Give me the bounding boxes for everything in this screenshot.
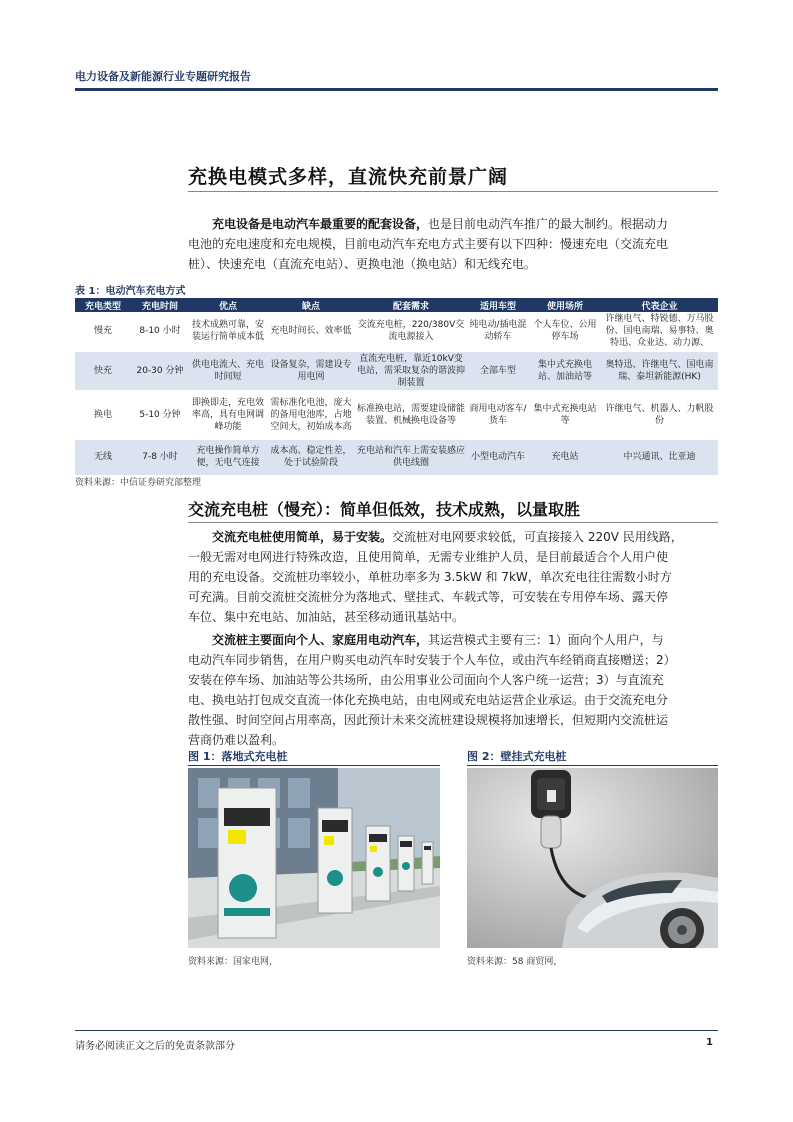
table-header-cell: 充电类型 [75, 298, 131, 312]
figure2-divider [467, 765, 718, 766]
table-header-cell: 适用车型 [467, 298, 529, 312]
table-row [75, 439, 718, 475]
para-line: 可充满。目前交流桩交流桩分为落地式、壁挂式、车载式等，可安装在专用停车场、露天停 [188, 590, 669, 604]
para-line: 安装在停车场、加油站等公共场所，由公用事业公司面向个人客户统一运营；3）与直流充 [188, 673, 664, 687]
page-number: 1 [706, 1037, 713, 1048]
section1-paragraph [188, 214, 718, 274]
table-cell: 充电站 [529, 439, 601, 475]
table-cell: 商用电动客车/货车 [467, 390, 529, 439]
section2-divider [188, 522, 718, 523]
para-line: 电、换电站打包成交直流一体化充换电站，由电网或充电站运营企业承运。由于交流充电分 [188, 693, 669, 707]
para-line: 散性强、时间空间占用率高，因此预计未来交流桩建设规模将加速增长，但短期内交流桩运 [188, 713, 669, 727]
table-row [75, 390, 718, 439]
table-cell: 8-10 小时 [131, 312, 189, 351]
table-row [75, 351, 718, 390]
table1-source: 资料来源：中信证券研究部整理 [75, 478, 202, 488]
table-header-cell: 优点 [189, 298, 267, 312]
table-cell: 集中式充换电站等 [529, 390, 601, 439]
para-line: 营商仍难以盈利。 [188, 733, 285, 747]
para-line: 电动汽车同步销售，在用户购买电动汽车时安装于个人车位，或由汽车经销商直接赠送；2） [188, 653, 676, 667]
figure1-source: 资料来源：国家电网， [188, 957, 279, 967]
table-cell: 许继电气、特锐德、万马股份、国电南瑞、易事特、奥特迅、众业达、动力源、 [601, 312, 718, 351]
report-header-title: 电力设备及新能源行业专题研究报告 [75, 70, 251, 83]
footer-disclaimer: 请务必阅读正文之后的免责条款部分 [75, 1041, 235, 1052]
table-cell: 供电电流大、充电时间短 [189, 351, 267, 390]
section2-paragraph-1 [188, 527, 718, 627]
table-cell: 奥特迅、许继电气、国电南瑞、泰坦新能源(HK) [601, 351, 718, 390]
table-cell: 20-30 分钟 [131, 351, 189, 390]
table-cell: 充电站和汽车上需安装感应供电线圈 [355, 439, 467, 475]
table-header-cell: 缺点 [267, 298, 355, 312]
para-line: 车位、集中充电站、加油站，甚至移动通讯基站中。 [188, 610, 465, 624]
table-cell: 慢充 [75, 312, 131, 351]
para-line: 也是目前电动汽车推广的最大制约。根据动力 [428, 217, 669, 231]
table-row [75, 312, 718, 351]
table-cell: 充电操作简单方便，无电气连接 [189, 439, 267, 475]
header-divider [75, 88, 718, 91]
section2-title: 交流充电桩（慢充）：简单但低效，技术成熟，以量取胜 [188, 500, 581, 519]
table1-title: 表 1：电动汽车充电方式 [75, 286, 186, 297]
table-cell: 无线 [75, 439, 131, 475]
table-cell: 标准换电站，需要建设储能装置、机械换电设备等 [355, 390, 467, 439]
table-cell: 交流充电桩，220/380V交流电源接入 [355, 312, 467, 351]
wall-charging-pile-photo [467, 768, 718, 948]
table-cell: 设备复杂，需建设专用电网 [267, 351, 355, 390]
para-line: 一般无需对电网进行特殊改造，且使用简单，无需专业维护人员，是目前最适合个人用户使 [188, 550, 669, 564]
table-cell: 充电时间长、效率低 [267, 312, 355, 351]
section2-paragraph-2 [188, 630, 718, 750]
charging-methods-table [75, 298, 718, 476]
table-cell: 5-10 分钟 [131, 390, 189, 439]
table-cell: 许继电气、机器人、力帆股份 [601, 390, 718, 439]
table-header-cell: 使用场所 [529, 298, 601, 312]
table-header-cell: 配套需求 [355, 298, 467, 312]
table-header-row [75, 298, 718, 312]
footer-divider [75, 1030, 718, 1031]
section1-title: 充换电模式多样，直流快充前景广阔 [188, 166, 509, 188]
section2-bold-lead-1: 交流充电桩使用简单，易于安装。 [212, 530, 393, 544]
table-cell: 全部车型 [467, 351, 529, 390]
table-cell: 即换即走，充电效率高，具有电网调峰功能 [189, 390, 267, 439]
table-cell: 技术成熟可靠，安装运行简单成本低 [189, 312, 267, 351]
table-header-cell: 代表企业 [601, 298, 718, 312]
floor-charging-pile-photo [188, 768, 440, 948]
table-cell: 成本高、稳定性差，处于试验阶段 [267, 439, 355, 475]
section2-bold-lead-2: 交流桩主要面向个人、家庭用电动汽车， [212, 633, 429, 647]
table-cell: 纯电动/插电混动轿车 [467, 312, 529, 351]
table-cell: 直流充电桩，靠近10kV变电站，需采取复杂的谐波抑制装置 [355, 351, 467, 390]
figure2-title: 图 2：壁挂式充电桩 [467, 750, 567, 763]
table-cell: 快充 [75, 351, 131, 390]
para-line: 其运营模式主要有三：1）面向个人用户，与 [428, 633, 664, 647]
para-line: 交流桩对电网要求较低，可直接接入 220V 民用线路， [392, 530, 683, 544]
table-cell: 小型电动汽车 [467, 439, 529, 475]
para-line: 用的充电设备。交流桩功率较小，单桩功率多为 3.5kW 和 7kW，单次充电往往需数小时方 [188, 570, 672, 584]
table-cell: 中兴通讯、比亚迪 [601, 439, 718, 475]
figure1-divider [188, 765, 440, 766]
table-cell: 集中式充换电站、加油站等 [529, 351, 601, 390]
table-cell: 7-8 小时 [131, 439, 189, 475]
para-line: 桩）、快速充电（直流充电站）、更换电池（换电站）和无线充电。 [188, 257, 537, 271]
table-cell: 换电 [75, 390, 131, 439]
table-cell: 个人车位、公用停车场 [529, 312, 601, 351]
section1-bold-lead: 充电设备是电动汽车最重要的配套设备， [212, 217, 429, 231]
table-header-cell: 充电时间 [131, 298, 189, 312]
table-cell: 需标准化电池，庞大的备用电池库，占地空间大，初始成本高 [267, 390, 355, 439]
figure1-title: 图 1：落地式充电桩 [188, 750, 288, 763]
figure2-source: 资料来源：58 商贸网， [467, 957, 563, 967]
section1-divider [188, 191, 718, 192]
para-line: 电池的充电速度和充电规模，目前电动汽车充电方式主要有以下四种：慢速充电（交流充电 [188, 237, 669, 251]
